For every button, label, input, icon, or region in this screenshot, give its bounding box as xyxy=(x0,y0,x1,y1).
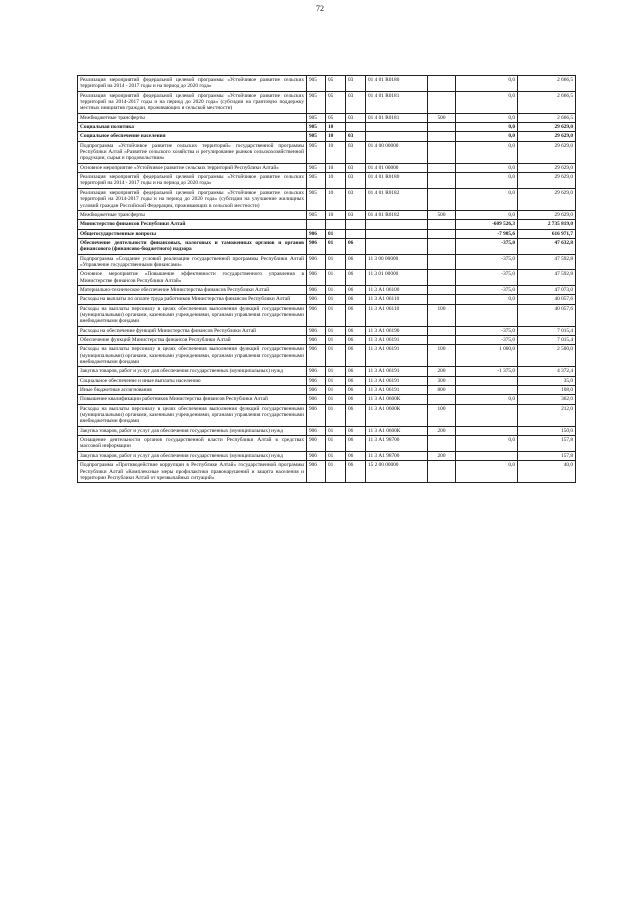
table-row xyxy=(78,188,576,210)
row-vr-code xyxy=(428,173,456,189)
row-pr-code: 06 xyxy=(346,345,366,367)
row-gr-code: 906 xyxy=(307,451,326,460)
row-rz-code: 01 xyxy=(326,426,346,435)
row-gr-code: 906 xyxy=(307,295,326,304)
row-vr-code xyxy=(428,285,456,294)
row-rz-code: 01 xyxy=(326,285,346,294)
row-total-amount: 2 735 819,0 xyxy=(518,220,576,229)
row-vr-code: 200 xyxy=(428,451,456,460)
row-total-amount: 29 629,0 xyxy=(518,141,576,163)
row-total-amount: 47 073,0 xyxy=(518,285,576,294)
row-total-amount: 616 971,7 xyxy=(518,229,576,238)
row-vr-code xyxy=(428,163,456,172)
row-pr-code: 06 xyxy=(346,304,366,326)
row-gr-code: 906 xyxy=(307,254,326,270)
row-gr-code: 906 xyxy=(307,345,326,367)
row-name: Расходы на выплаты персоналу в целях обеспечения выполнения функций государственными (муниципальными) органами, казенными учреждениями, органами управления государственными внебюджетными фондами xyxy=(78,304,307,326)
row-gr-code: 906 xyxy=(307,285,326,294)
row-gr-code: 906 xyxy=(307,326,326,335)
row-total-amount: 40 057,6 xyxy=(518,304,576,326)
table-row xyxy=(78,229,576,238)
row-change-amount: 0,0 xyxy=(456,113,518,122)
row-gr-code: 906 xyxy=(307,238,326,254)
row-name: Расходы на выплаты персоналу в целях обеспечения выполнения функций государственными (муниципальными) органами, казенными учреждениями, органами управления государственными внебюджетными фондами xyxy=(78,345,307,367)
row-total-amount: 7 015,4 xyxy=(518,336,576,345)
row-csr-code: 11 3 А1 0600К xyxy=(366,395,428,404)
row-total-amount: 157,8 xyxy=(518,451,576,460)
row-name: Общегосударственные вопросы xyxy=(78,229,307,238)
row-change-amount: 0,0 xyxy=(456,210,518,219)
row-rz-code: 05 xyxy=(326,76,346,92)
row-pr-code: 06 xyxy=(346,326,366,335)
row-vr-code xyxy=(428,395,456,404)
row-rz-code: 01 xyxy=(326,461,346,483)
row-change-amount: -375,0 xyxy=(456,336,518,345)
row-csr-code: 11 3 А1 06191 xyxy=(366,376,428,385)
row-gr-code: 906 xyxy=(307,461,326,483)
table-row xyxy=(78,376,576,385)
row-name: Реализация мероприятий федеральной целевой программы «Устойчивое развитие сельских территорий на 2014-2017 годы и на период до 2020 года» (субсидии на улучшение жилищных условий граждан Российской Федерации, проживающих в сельской местности) xyxy=(78,188,307,210)
row-change-amount: 0,0 xyxy=(456,295,518,304)
row-rz-code: 01 xyxy=(326,436,346,452)
row-name: Обеспечение функций Министерства финансов Республики Алтай xyxy=(78,336,307,345)
row-rz-code: 01 xyxy=(326,386,346,395)
row-change-amount: -375,0 xyxy=(456,238,518,254)
row-total-amount: 29 629,0 xyxy=(518,123,576,132)
row-gr-code: 906 xyxy=(307,229,326,238)
row-change-amount: 0,0 xyxy=(456,76,518,92)
row-gr-code: 906 xyxy=(307,404,326,426)
row-rz-code: 01 xyxy=(326,238,346,254)
row-csr-code: 11 3 А1 06110 xyxy=(366,295,428,304)
row-pr-code: 03 xyxy=(346,210,366,219)
table-row xyxy=(78,76,576,92)
row-name: Расходы на выплаты по оплате труда работников Министерства финансов Республики Алтай xyxy=(78,295,307,304)
row-name: Реализация мероприятий федеральной целевой программы «Устойчивое развитие сельских территорий на 2014-2017 годы и на период до 2020 года» (субсидии на грантовую поддержку местных инициатив граждан, проживающих в сельской местности) xyxy=(78,91,307,113)
row-pr-code: 06 xyxy=(346,376,366,385)
row-pr-code xyxy=(346,220,366,229)
row-csr-code: 11 3 А1 06191 xyxy=(366,386,428,395)
row-change-amount: 0,0 xyxy=(456,395,518,404)
row-vr-code xyxy=(428,188,456,210)
table-row xyxy=(78,141,576,163)
row-vr-code xyxy=(428,91,456,113)
row-pr-code: 06 xyxy=(346,254,366,270)
row-vr-code: 200 xyxy=(428,426,456,435)
row-total-amount: 40 057,6 xyxy=(518,295,576,304)
row-vr-code xyxy=(428,76,456,92)
row-rz-code: 01 xyxy=(326,336,346,345)
row-pr-code: 06 xyxy=(346,336,366,345)
row-total-amount: 362,0 xyxy=(518,395,576,404)
row-total-amount: 108,0 xyxy=(518,386,576,395)
row-change-amount: -375,0 xyxy=(456,285,518,294)
row-total-amount: 212,0 xyxy=(518,404,576,426)
row-pr-code: 03 xyxy=(346,76,366,92)
row-total-amount: 7 015,4 xyxy=(518,326,576,335)
row-pr-code: 06 xyxy=(346,295,366,304)
row-change-amount: 0,0 xyxy=(456,123,518,132)
row-total-amount: 47 632,8 xyxy=(518,238,576,254)
row-rz-code: 01 xyxy=(326,367,346,376)
row-csr-code: 11 3 А1 0600К xyxy=(366,404,428,426)
row-pr-code: 03 xyxy=(346,188,366,210)
row-name: Социальное обеспечение и иные выплаты населению xyxy=(78,376,307,385)
row-change-amount: 0,0 xyxy=(456,461,518,483)
row-pr-code xyxy=(346,229,366,238)
row-rz-code: 01 xyxy=(326,376,346,385)
table-row xyxy=(78,304,576,326)
row-total-amount: 2 500,0 xyxy=(518,345,576,367)
row-csr-code: 11 3 А1 06100 xyxy=(366,285,428,294)
table-row xyxy=(78,123,576,132)
row-pr-code: 06 xyxy=(346,395,366,404)
row-name: Иные бюджетные ассигнования xyxy=(78,386,307,395)
row-name: Министерство финансов Республики Алтай xyxy=(78,220,307,229)
table-row xyxy=(78,326,576,335)
row-total-amount: 29 629,0 xyxy=(518,210,576,219)
row-vr-code xyxy=(428,326,456,335)
row-pr-code: 06 xyxy=(346,426,366,435)
row-pr-code: 03 xyxy=(346,113,366,122)
row-csr-code: 01 4 01 R0182 xyxy=(366,210,428,219)
row-change-amount: 0,0 xyxy=(456,188,518,210)
table-body xyxy=(78,76,576,483)
row-pr-code: 06 xyxy=(346,461,366,483)
row-name: Повышение квалификации работников Министерства финансов Республики Алтай xyxy=(78,395,307,404)
row-pr-code: 06 xyxy=(346,367,366,376)
row-name: Подпрограмма «Устойчивое развитие сельских территорий» государственной программы Республики Алтай «Развитие сельского хозяйства и регулирование рынков сельскохозяйственной продукции, сырья и продовольствия» xyxy=(78,141,307,163)
row-vr-code: 500 xyxy=(428,210,456,219)
row-change-amount: 0,0 xyxy=(456,91,518,113)
page-number: 72 xyxy=(316,4,324,13)
row-csr-code: 01 4 01 R0181 xyxy=(366,91,428,113)
row-total-amount: 2 666,5 xyxy=(518,76,576,92)
row-rz-code: 01 xyxy=(326,295,346,304)
row-rz-code: 01 xyxy=(326,345,346,367)
table-row xyxy=(78,254,576,270)
row-name: Расходы на выплаты персоналу в целях обеспечения выполнения функций государственными (муниципальными) органами, казенными учреждениями, органами управления государственными внебюджетными фондами xyxy=(78,404,307,426)
row-csr-code: 01 4 01 R0180 xyxy=(366,173,428,189)
row-pr-code: 06 xyxy=(346,451,366,460)
row-vr-code xyxy=(428,123,456,132)
row-vr-code: 100 xyxy=(428,304,456,326)
table-row xyxy=(78,295,576,304)
row-csr-code: 11 3 А1 98700 xyxy=(366,436,428,452)
row-change-amount: -375,0 xyxy=(456,326,518,335)
row-name: Основное мероприятие «Устойчивое развитие сельских территорий Республики Алтай» xyxy=(78,163,307,172)
row-gr-code: 906 xyxy=(307,436,326,452)
budget-table xyxy=(77,75,576,483)
row-vr-code xyxy=(428,461,456,483)
row-total-amount: 29 629,0 xyxy=(518,132,576,141)
row-gr-code: 906 xyxy=(307,270,326,286)
row-vr-code xyxy=(428,238,456,254)
row-gr-code: 906 xyxy=(307,426,326,435)
row-csr-code: 11 3 А1 0600К xyxy=(366,426,428,435)
row-gr-code: 906 xyxy=(307,367,326,376)
table-row xyxy=(78,270,576,286)
row-change-amount: -375,0 xyxy=(456,270,518,286)
row-change-amount: -1 375,0 xyxy=(456,367,518,376)
row-change-amount: -7 985,6 xyxy=(456,229,518,238)
row-rz-code: 10 xyxy=(326,163,346,172)
row-pr-code: 06 xyxy=(346,270,366,286)
row-change-amount xyxy=(456,386,518,395)
table-row xyxy=(78,285,576,294)
row-total-amount: 40,0 xyxy=(518,461,576,483)
row-name: Закупка товаров, работ и услуг для обеспечения государственных (муниципальных) нужд xyxy=(78,426,307,435)
row-total-amount: 47 592,8 xyxy=(518,254,576,270)
row-gr-code: 905 xyxy=(307,113,326,122)
row-gr-code: 905 xyxy=(307,141,326,163)
row-csr-code: 11 3 А1 06110 xyxy=(366,304,428,326)
row-csr-code xyxy=(366,238,428,254)
row-name: Закупка товаров, работ и услуг для обеспечения государственных (муниципальных) нужд xyxy=(78,451,307,460)
row-total-amount: 47 592,8 xyxy=(518,270,576,286)
row-rz-code: 01 xyxy=(326,304,346,326)
row-csr-code: 01 4 01 R0182 xyxy=(366,188,428,210)
row-name: Социальное обеспечение населения xyxy=(78,132,307,141)
row-vr-code xyxy=(428,220,456,229)
table-row xyxy=(78,163,576,172)
row-gr-code: 906 xyxy=(307,376,326,385)
row-csr-code: 11 3 00 00000 xyxy=(366,254,428,270)
table-row xyxy=(78,461,576,483)
row-csr-code: 11 3 А1 06191 xyxy=(366,345,428,367)
row-csr-code: 11 3 А1 06191 xyxy=(366,367,428,376)
row-vr-code xyxy=(428,436,456,452)
row-change-amount: 0,0 xyxy=(456,141,518,163)
row-gr-code: 905 xyxy=(307,76,326,92)
row-gr-code: 905 xyxy=(307,188,326,210)
row-csr-code xyxy=(366,229,428,238)
row-vr-code xyxy=(428,229,456,238)
row-name: Социальная политика xyxy=(78,123,307,132)
row-name: Обеспечение деятельности финансовых, налоговых и таможенных органов и органов финансового (финансово-бюджетного) надзора xyxy=(78,238,307,254)
row-change-amount: 0,0 xyxy=(456,173,518,189)
row-rz-code: 05 xyxy=(326,91,346,113)
row-gr-code: 905 xyxy=(307,173,326,189)
row-gr-code xyxy=(307,220,326,229)
row-name: Подпрограмма «Противодействие коррупции в Республике Алтай» государственной программы Республики Алтай «Комплексные меры профилактики правонарушений и защита населения и территории Республики Алтай от чрезвычайных ситуаций» xyxy=(78,461,307,483)
row-rz-code: 01 xyxy=(326,404,346,426)
row-name: Закупка товаров, работ и услуг для обеспечения государственных (муниципальных) нужд xyxy=(78,367,307,376)
row-total-amount: 29 629,0 xyxy=(518,188,576,210)
row-pr-code: 06 xyxy=(346,238,366,254)
row-gr-code: 906 xyxy=(307,386,326,395)
row-vr-code: 800 xyxy=(428,386,456,395)
row-name: Подпрограмма «Создание условий реализации государственной программы Республики Алтай «Управление государственными финансами» xyxy=(78,254,307,270)
row-pr-code: 06 xyxy=(346,404,366,426)
row-gr-code: 906 xyxy=(307,395,326,404)
row-change-amount xyxy=(456,376,518,385)
row-total-amount: 150,0 xyxy=(518,426,576,435)
row-name: Расходы на обеспечение функций Министерства финансов Республики Алтай xyxy=(78,326,307,335)
row-name: Межбюджетные трансферты xyxy=(78,113,307,122)
row-rz-code: 10 xyxy=(326,188,346,210)
row-rz-code xyxy=(326,220,346,229)
row-csr-code: 11 3 А1 98700 xyxy=(366,451,428,460)
row-total-amount: 2 666,5 xyxy=(518,113,576,122)
table-row xyxy=(78,173,576,189)
table-row xyxy=(78,91,576,113)
row-change-amount xyxy=(456,426,518,435)
row-change-amount xyxy=(456,451,518,460)
row-change-amount: -375,0 xyxy=(456,254,518,270)
row-name: Материально-техническое обеспечение Министерства финансов Республики Алтай xyxy=(78,285,307,294)
row-rz-code: 01 xyxy=(326,270,346,286)
row-vr-code xyxy=(428,336,456,345)
row-csr-code: 01 4 01 00000 xyxy=(366,163,428,172)
row-gr-code: 906 xyxy=(307,336,326,345)
row-rz-code: 01 xyxy=(326,451,346,460)
row-gr-code: 905 xyxy=(307,123,326,132)
row-rz-code: 01 xyxy=(326,229,346,238)
row-pr-code: 03 xyxy=(346,91,366,113)
table-row xyxy=(78,436,576,452)
row-csr-code: 15 2 00 00000 xyxy=(366,461,428,483)
row-pr-code: 06 xyxy=(346,386,366,395)
row-name: Межбюджетные трансферты xyxy=(78,210,307,219)
row-pr-code: 03 xyxy=(346,141,366,163)
row-vr-code xyxy=(428,254,456,270)
row-rz-code: 10 xyxy=(326,123,346,132)
row-pr-code: 06 xyxy=(346,285,366,294)
row-vr-code: 100 xyxy=(428,404,456,426)
row-rz-code: 01 xyxy=(326,395,346,404)
table-row xyxy=(78,367,576,376)
row-gr-code: 905 xyxy=(307,132,326,141)
table-row xyxy=(78,386,576,395)
row-csr-code xyxy=(366,220,428,229)
row-total-amount: 157,8 xyxy=(518,436,576,452)
row-pr-code: 06 xyxy=(346,436,366,452)
row-pr-code: 03 xyxy=(346,173,366,189)
row-csr-code: 01 4 01 R0180 xyxy=(366,76,428,92)
row-total-amount: 29 629,0 xyxy=(518,163,576,172)
row-name: Основное мероприятие «Повышение эффективности государственного управления в Министерстве финансов Республики Алтай» xyxy=(78,270,307,286)
table-row xyxy=(78,220,576,229)
row-vr-code xyxy=(428,132,456,141)
row-csr-code: 01 4 01 R0181 xyxy=(366,113,428,122)
row-change-amount: 0,0 xyxy=(456,163,518,172)
row-name: Реализация мероприятий федеральной целевой программы «Устойчивое развитие сельских территорий на 2014 - 2017 годы и на период до 2020 года» xyxy=(78,173,307,189)
row-pr-code: 03 xyxy=(346,163,366,172)
row-vr-code: 200 xyxy=(428,367,456,376)
row-rz-code: 01 xyxy=(326,254,346,270)
table-row xyxy=(78,395,576,404)
row-vr-code xyxy=(428,141,456,163)
row-name: Оснащение деятельности органов государственной власти Республики Алтай в средствах массовой информации xyxy=(78,436,307,452)
row-rz-code: 10 xyxy=(326,210,346,219)
row-csr-code xyxy=(366,123,428,132)
row-change-amount: 0,0 xyxy=(456,436,518,452)
row-gr-code: 905 xyxy=(307,163,326,172)
row-vr-code: 100 xyxy=(428,345,456,367)
row-total-amount: 2 666,5 xyxy=(518,91,576,113)
row-name: Реализация мероприятий федеральной целевой программы «Устойчивое развитие сельских территорий на 2014 - 2017 годы и на период до 2020 года» xyxy=(78,76,307,92)
row-csr-code: 11 3 А1 06191 xyxy=(366,336,428,345)
row-total-amount: 35,0 xyxy=(518,376,576,385)
row-total-amount: 4 372,4 xyxy=(518,367,576,376)
table-row xyxy=(78,426,576,435)
table-row xyxy=(78,238,576,254)
row-vr-code: 300 xyxy=(428,376,456,385)
row-pr-code xyxy=(346,123,366,132)
table-row xyxy=(78,210,576,219)
row-csr-code xyxy=(366,132,428,141)
row-rz-code: 05 xyxy=(326,113,346,122)
row-rz-code: 10 xyxy=(326,132,346,141)
row-gr-code: 905 xyxy=(307,91,326,113)
row-change-amount: 1 000,0 xyxy=(456,345,518,367)
table-row xyxy=(78,336,576,345)
row-csr-code: 01 4 00 00000 xyxy=(366,141,428,163)
table-row xyxy=(78,404,576,426)
row-csr-code: 11 3 01 00000 xyxy=(366,270,428,286)
row-change-amount: 0,0 xyxy=(456,132,518,141)
row-change-amount: -609 526,3 xyxy=(456,220,518,229)
row-rz-code: 01 xyxy=(326,326,346,335)
row-vr-code xyxy=(428,295,456,304)
row-change-amount xyxy=(456,404,518,426)
table-row xyxy=(78,113,576,122)
table-row xyxy=(78,345,576,367)
row-gr-code: 905 xyxy=(307,210,326,219)
row-vr-code: 500 xyxy=(428,113,456,122)
row-pr-code: 03 xyxy=(346,132,366,141)
table-row xyxy=(78,132,576,141)
row-csr-code: 11 3 А1 06190 xyxy=(366,326,428,335)
row-gr-code: 906 xyxy=(307,304,326,326)
row-change-amount xyxy=(456,304,518,326)
table-row xyxy=(78,451,576,460)
row-total-amount: 29 629,0 xyxy=(518,173,576,189)
row-rz-code: 10 xyxy=(326,173,346,189)
row-vr-code xyxy=(428,270,456,286)
row-rz-code: 10 xyxy=(326,141,346,163)
